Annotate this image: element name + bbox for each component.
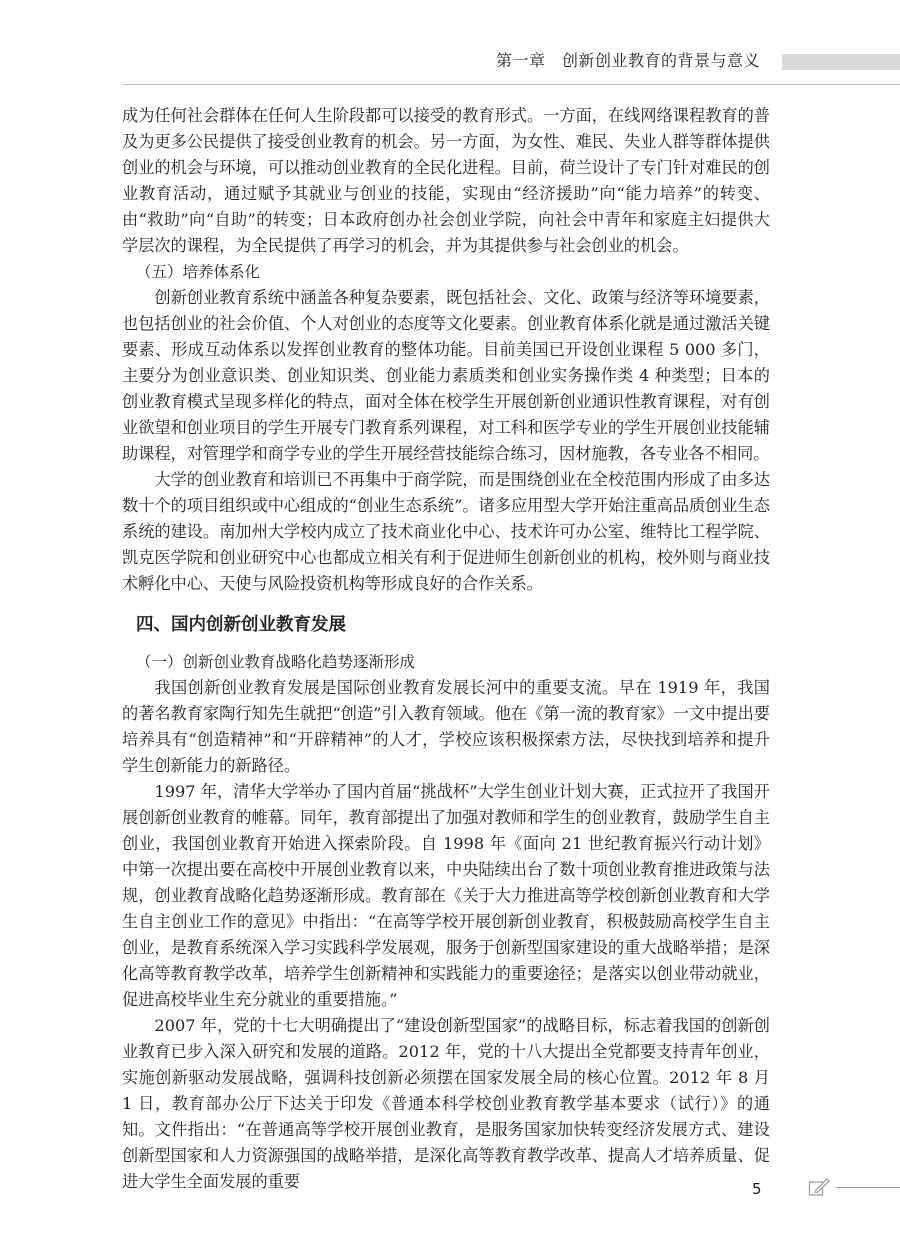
section-heading-4: 四、国内创新创业教育发展: [136, 615, 346, 635]
subheading-strategy-trend: （一）创新创业教育战略化趋势逐渐形成: [136, 653, 416, 671]
header-rule: [122, 84, 900, 85]
paragraph-4: 我国创新创业教育发展是国际创业教育发展长河中的重要支流。早在 1919 年，我国的著名教育家陶行知先生就把“创造”引入教育领域。他在《第一流的教育家》一文中提出要培养具有“创造精神”和“开辟精神”的人才，学校应该积极探索方法，尽快找到培养和提升学生创新能力的新路径。: [122, 678, 770, 775]
page-body: [122, 103, 770, 1195]
paragraph-3: 大学的创业教育和培训已不再集中于商学院，而是围绕创业在全校范围内形成了由多达数十个的项目组织或中心组成的“创业生态系统”。诸多应用型大学开始注重高品质创业生态系统的建设。南加州大学校内成立了技术商业化中心、技术许可办公室、维特比工程学院、凯克医学院和创业研究中心也都成立相关有利于促进师生创新创业的机构，校外则与商业技术孵化中心、天使与风险投资机构等形成良好的合作关系。: [122, 470, 770, 593]
paragraph-1: 成为任何社会群体在任何人生阶段都可以接受的教育形式。一方面，在线网络课程教育的普及为更多公民提供了接受创业教育的机会。另一方面，为女性、难民、失业人群等群体提供创业的机会与环境，可以推动创业教育的全民化进程。目前，荷兰设计了专门针对难民的创业教育活动，通过赋予其就业与创业的技能，实现由“经济援助”向“能力培养”的转变、由“救助”向“自助”的转变；日本政府创办社会创业学院，向社会中青年和家庭主妇提供大学层次的课程，为全民提供了再学习的机会，并为其提供参与社会创业的机会。: [122, 106, 770, 255]
paragraph-5: 1997 年，清华大学举办了国内首届“挑战杯”大学生创业计划大赛，正式拉开了我国开展创新创业教育的帷幕。同年，教育部提出了加强对教师和学生的创业教育，鼓励学生自主创业，我国创业教育开始进入探索阶段。自 1998 年《面向 21 世纪教育振兴行动计划》中第一次提出要在高校中开展创业教育以来，中央陆续出台了数十项创业教育推进政策与法规，创业教育战略化趋势逐渐形成。教育部在《关于大力推进高等学校创新创业教育和大学生自主创业工作的意见》中指出：“在高等学校开展创新创业教育，积极鼓励高校学生自主创业，是教育系统深入学习实践科学发展观，服务于创新型国家建设的重大战略举措；是深化高等教育教学改革，培养学生创新精神和实践能力的重要途径；是落实以创业带动就业，促进高校毕业生充分就业的重要措施。”: [122, 782, 770, 1009]
header-bar: [782, 54, 900, 70]
paragraph-2: 创新创业教育系统中涵盖各种复杂要素，既包括社会、文化、政策与经济等环境要素，也包括创业的社会价值、个人对创业的态度等文化要素。创业教育体系化就是通过激活关键要素、形成互动体系以发挥创业教育的整体功能。目前美国已开设创业课程 5 000 多门，主要分为创业意识类、创业知识类、创业能力素质类和创业实务操作类 4 种类型；日本的创业教育模式呈现多样化的特点，面对全体在校学生开展创新创业通识性教育课程，对有创业欲望和创业项目的学生开展专门教育系列课程，对工科和医学专业的学生开展创业技能辅助课程，对管理学和商学专业的学生开展经营技能综合练习，因材施教，各专业各不相同。: [122, 288, 770, 463]
subheading-training-system: （五）培养体系化: [136, 263, 261, 281]
pencil-note-icon: [808, 1178, 832, 1202]
footer-rule: [836, 1187, 900, 1188]
chapter-title: 第一章 创新创业教育的背景与意义: [495, 51, 760, 70]
running-header: [0, 38, 900, 88]
paragraph-6: 2007 年，党的十七大明确提出了“建设创新型国家”的战略目标，标志着我国的创新创业教育已步入深入研究和发展的道路。2012 年，党的十八大提出全党都要支持青年创业，实施创新驱动发展战略，强调科技创新必须摆在国家发展全局的核心位置。2012 年 8 月 1 日，教育部办公厅下达关于印发《普通本科学校创业教育教学基本要求（试行）》的通知。文件指出：“在普通高等学校开展创业教育，是服务国家加快转变经济发展方式、建设创新型国家和人力资源强国的战略举措，是深化高等教育教学改革、提高人才培养质量、促进大学生全面发展的重要: [122, 1016, 770, 1191]
page-number: 5: [752, 1180, 762, 1198]
